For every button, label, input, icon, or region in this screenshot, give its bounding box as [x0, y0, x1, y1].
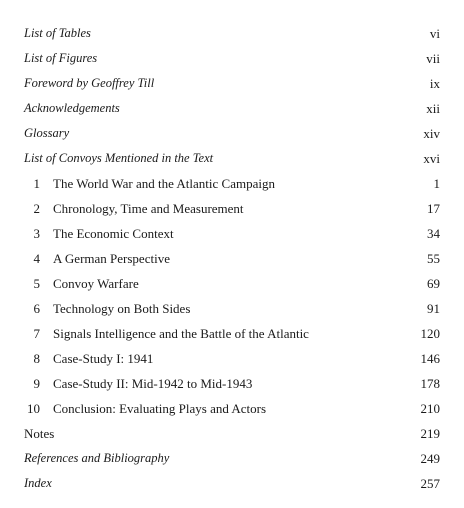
toc-chapter-3[interactable] — [0, 221, 464, 246]
toc-chapter-8[interactable] — [0, 346, 464, 371]
chapter-number: 6 — [33, 301, 40, 316]
chapter-page: 91 — [427, 301, 440, 316]
chapter-title: Chronology, Time and Measurement — [53, 201, 244, 216]
chapter-number: 8 — [33, 351, 40, 366]
chapter-page: 17 — [427, 201, 440, 216]
chapter-title: Convoy Warfare — [53, 276, 139, 291]
toc-entry-index[interactable] — [0, 471, 464, 496]
chapter-title: The World War and the Atlantic Campaign — [53, 176, 275, 191]
toc-entry-title: References and Bibliography — [24, 451, 170, 465]
chapter-number: 7 — [33, 326, 40, 341]
chapter-number: 10 — [27, 401, 40, 416]
toc-chapter-2[interactable] — [0, 196, 464, 221]
toc-chapter-10[interactable] — [0, 396, 464, 421]
chapter-page: 178 — [420, 376, 440, 391]
chapter-page: 34 — [427, 226, 440, 241]
chapter-number: 3 — [33, 226, 40, 241]
chapter-title: The Economic Context — [53, 226, 174, 241]
toc-chapter-6[interactable] — [0, 296, 464, 321]
toc-chapter-7[interactable] — [0, 321, 464, 346]
toc-chapter-1[interactable] — [0, 171, 464, 196]
toc-entry-title: Foreword by Geoffrey Till — [24, 76, 155, 90]
table-of-contents — [0, 21, 464, 496]
chapter-page: 69 — [427, 276, 440, 291]
toc-entry-page: xiv — [423, 126, 440, 141]
toc-chapter-9[interactable] — [0, 371, 464, 396]
chapter-number: 9 — [33, 376, 40, 391]
chapter-title: A German Perspective — [53, 251, 170, 266]
chapter-page: 210 — [420, 401, 440, 416]
toc-entry-glossary[interactable] — [0, 121, 464, 146]
toc-entry-page: xii — [426, 101, 440, 116]
chapter-page: 1 — [433, 176, 440, 191]
chapter-title: Signals Intelligence and the Battle of the Atlantic — [53, 326, 309, 341]
toc-entry-references[interactable] — [0, 446, 464, 471]
chapter-number: 5 — [33, 276, 40, 291]
toc-entry-notes[interactable] — [0, 421, 464, 446]
chapter-title: Conclusion: Evaluating Plays and Actors — [53, 401, 267, 416]
toc-chapter-5[interactable] — [0, 271, 464, 296]
toc-entry-page: 219 — [420, 426, 440, 441]
toc-entry-list-of-convoys[interactable] — [0, 146, 464, 171]
toc-entry-page: xvi — [423, 151, 440, 166]
chapter-page: 146 — [420, 351, 440, 366]
toc-entry-title: Index — [24, 476, 52, 490]
toc-entry-page: vii — [426, 51, 440, 66]
toc-entry-title: List of Tables — [24, 26, 91, 40]
toc-entry-title: List of Figures — [24, 51, 98, 65]
toc-entry-list-of-figures[interactable] — [0, 46, 464, 71]
toc-entry-title: List of Convoys Mentioned in the Text — [24, 151, 214, 165]
toc-entry-page: 249 — [420, 451, 440, 466]
toc-entry-foreword[interactable] — [0, 71, 464, 96]
toc-entry-title: Glossary — [24, 126, 70, 140]
chapter-number: 2 — [33, 201, 40, 216]
toc-chapter-4[interactable] — [0, 246, 464, 271]
chapter-title: Technology on Both Sides — [53, 301, 191, 316]
chapter-page: 120 — [420, 326, 440, 341]
toc-entry-title: Acknowledgements — [24, 101, 120, 115]
toc-entry-page: ix — [429, 76, 440, 91]
toc-entry-page: 257 — [420, 476, 440, 491]
chapter-title: Case-Study II: Mid-1942 to Mid-1943 — [53, 376, 253, 391]
chapter-number: 4 — [33, 251, 40, 266]
chapter-number: 1 — [33, 176, 40, 191]
toc-entry-acknowledgements[interactable] — [0, 96, 464, 121]
chapter-title: Case-Study I: 1941 — [53, 351, 154, 366]
toc-entry-list-of-tables[interactable] — [0, 21, 464, 46]
toc-entry-page: vi — [429, 26, 440, 41]
chapter-page: 55 — [427, 251, 440, 266]
toc-entry-title: Notes — [24, 426, 55, 441]
